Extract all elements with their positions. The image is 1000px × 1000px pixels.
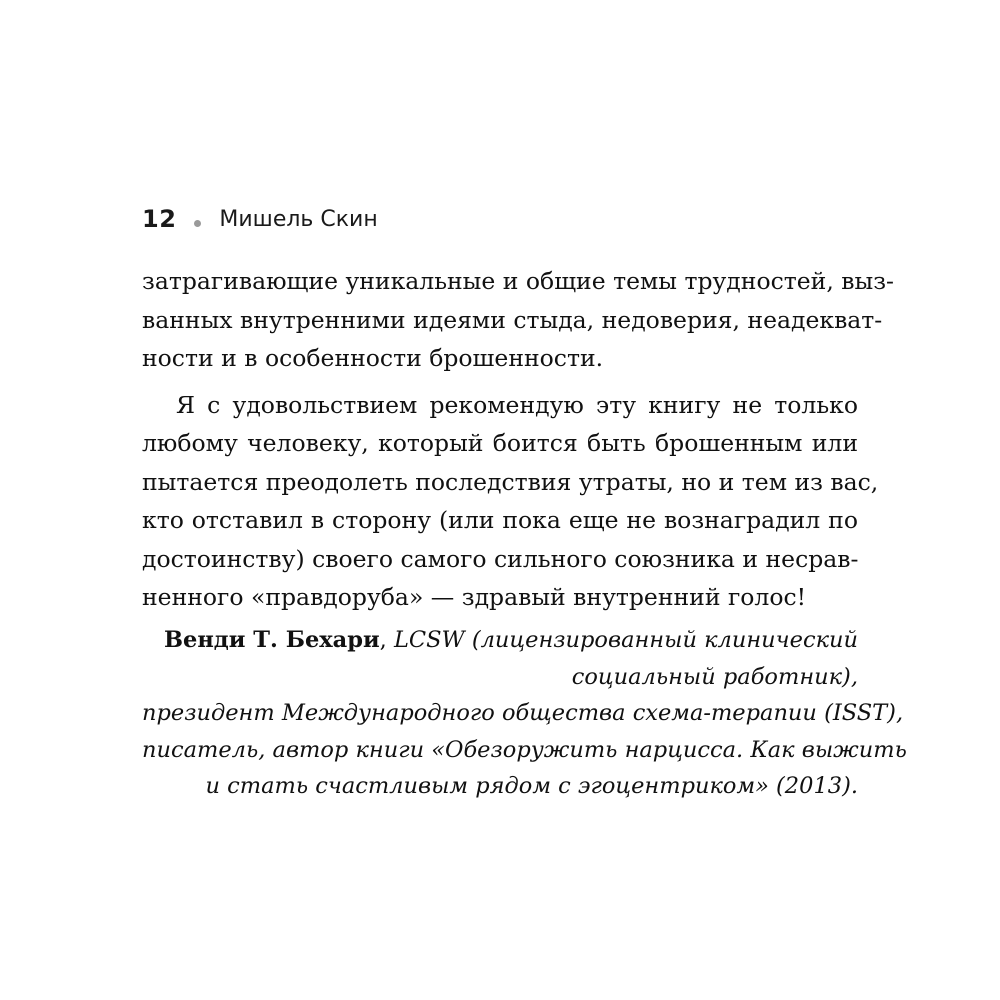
paragraph-gap	[142, 378, 858, 386]
text-line: ности и в особенности брошенности.	[142, 344, 604, 372]
text-line: ненного «правдоруба» — здравый внутренний голос!	[142, 583, 807, 611]
text-line: достоинству) своего самого сильного союзника и несрав-	[142, 544, 859, 573]
attribution-line-5: и стать счастливым рядом с эгоцентриком» (2013).	[205, 773, 858, 799]
paragraph-2	[142, 386, 879, 617]
text-line: Я с удовольствием рекомендую эту книгу не только	[176, 390, 858, 419]
running-header	[142, 202, 378, 236]
attribution-credential: LCSW (лицензированный клинический	[386, 627, 858, 653]
text-line: затрагивающие уникальные и общие темы трудностей, выз-	[142, 267, 894, 295]
text-line: кто отставил в сторону (или пока еще не вознаградил по	[142, 506, 858, 534]
body-text	[142, 262, 894, 617]
attribution-comma: ,	[379, 627, 387, 653]
text-line: ванных внутренними идеями стыда, недоверия, неадекват-	[142, 305, 883, 334]
paragraph-1	[142, 262, 894, 378]
attribution-block	[142, 622, 907, 805]
attribution-name: Венди Т. Бехари	[163, 627, 380, 653]
attribution-line-3: президент Международного общества схема-терапии (ISST),	[142, 700, 904, 726]
attribution-line-1	[142, 622, 858, 659]
attribution-line-2: социальный работник),	[571, 663, 858, 690]
page-number: 12	[142, 205, 177, 233]
attribution-line-4: писатель, автор книги «Обезоружить нарцисса. Как выжить	[142, 736, 907, 763]
bullet-separator-icon	[194, 220, 201, 227]
text-line: любому человеку, который боится быть брошенным или	[142, 429, 858, 457]
text-line: пытается преодолеть последствия утраты, но и тем из вас,	[142, 467, 879, 496]
running-header-author: Мишель Скин	[219, 206, 378, 232]
